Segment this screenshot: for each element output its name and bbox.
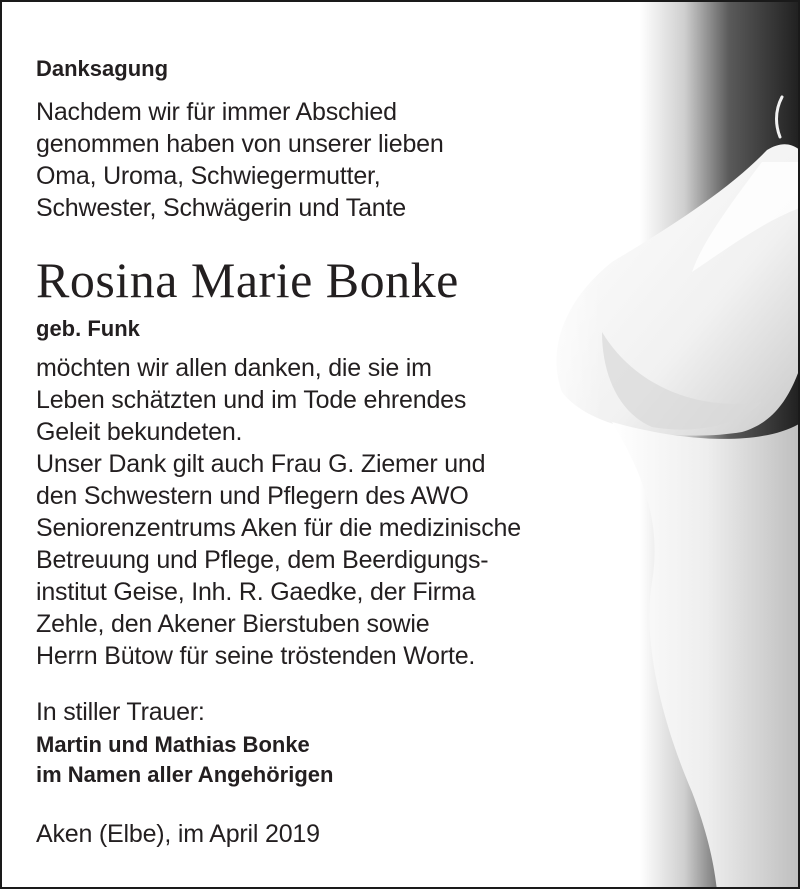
intro-line: Nachdem wir für immer Abschied xyxy=(36,98,397,126)
thanks-line: Herrn Bütow für seine tröstenden Worte. xyxy=(36,642,476,670)
heading: Danksagung xyxy=(36,56,169,81)
thanks-line: möchten wir allen danken, die sie im xyxy=(36,354,432,382)
thanks-line: Unser Dank gilt auch Frau G. Ziemer und xyxy=(36,450,486,478)
mourning-label: In stiller Trauer: xyxy=(36,698,205,726)
place-date: Aken (Elbe), im April 2019 xyxy=(36,820,320,848)
deceased-name: Rosina Marie Bonke xyxy=(36,252,459,308)
thanks-line: institut Geise, Inh. R. Gaedke, der Firma xyxy=(36,578,476,606)
intro-line: Schwester, Schwägerin und Tante xyxy=(36,194,406,222)
birth-name: geb. Funk xyxy=(36,316,140,341)
thanks-line: Leben schätzten und im Tode ehrendes xyxy=(36,386,467,414)
thanks-line: Seniorenzentrums Aken für die medizinische xyxy=(36,514,521,542)
thanks-line: Zehle, den Akener Bierstuben sowie xyxy=(36,610,430,638)
intro-line: Oma, Uroma, Schwiegermutter, xyxy=(36,162,381,190)
mourner-line: Martin und Mathias Bonke xyxy=(36,732,310,757)
mourner-line: im Namen aller Angehörigen xyxy=(36,762,334,787)
intro-line: genommen haben von unserer lieben xyxy=(36,130,444,158)
thanks-line: Geleit bekundeten. xyxy=(36,418,243,446)
thanks-line: den Schwestern und Pflegern des AWO xyxy=(36,482,469,510)
thanks-line: Betreuung und Pflege, dem Beerdigungs- xyxy=(36,546,489,574)
